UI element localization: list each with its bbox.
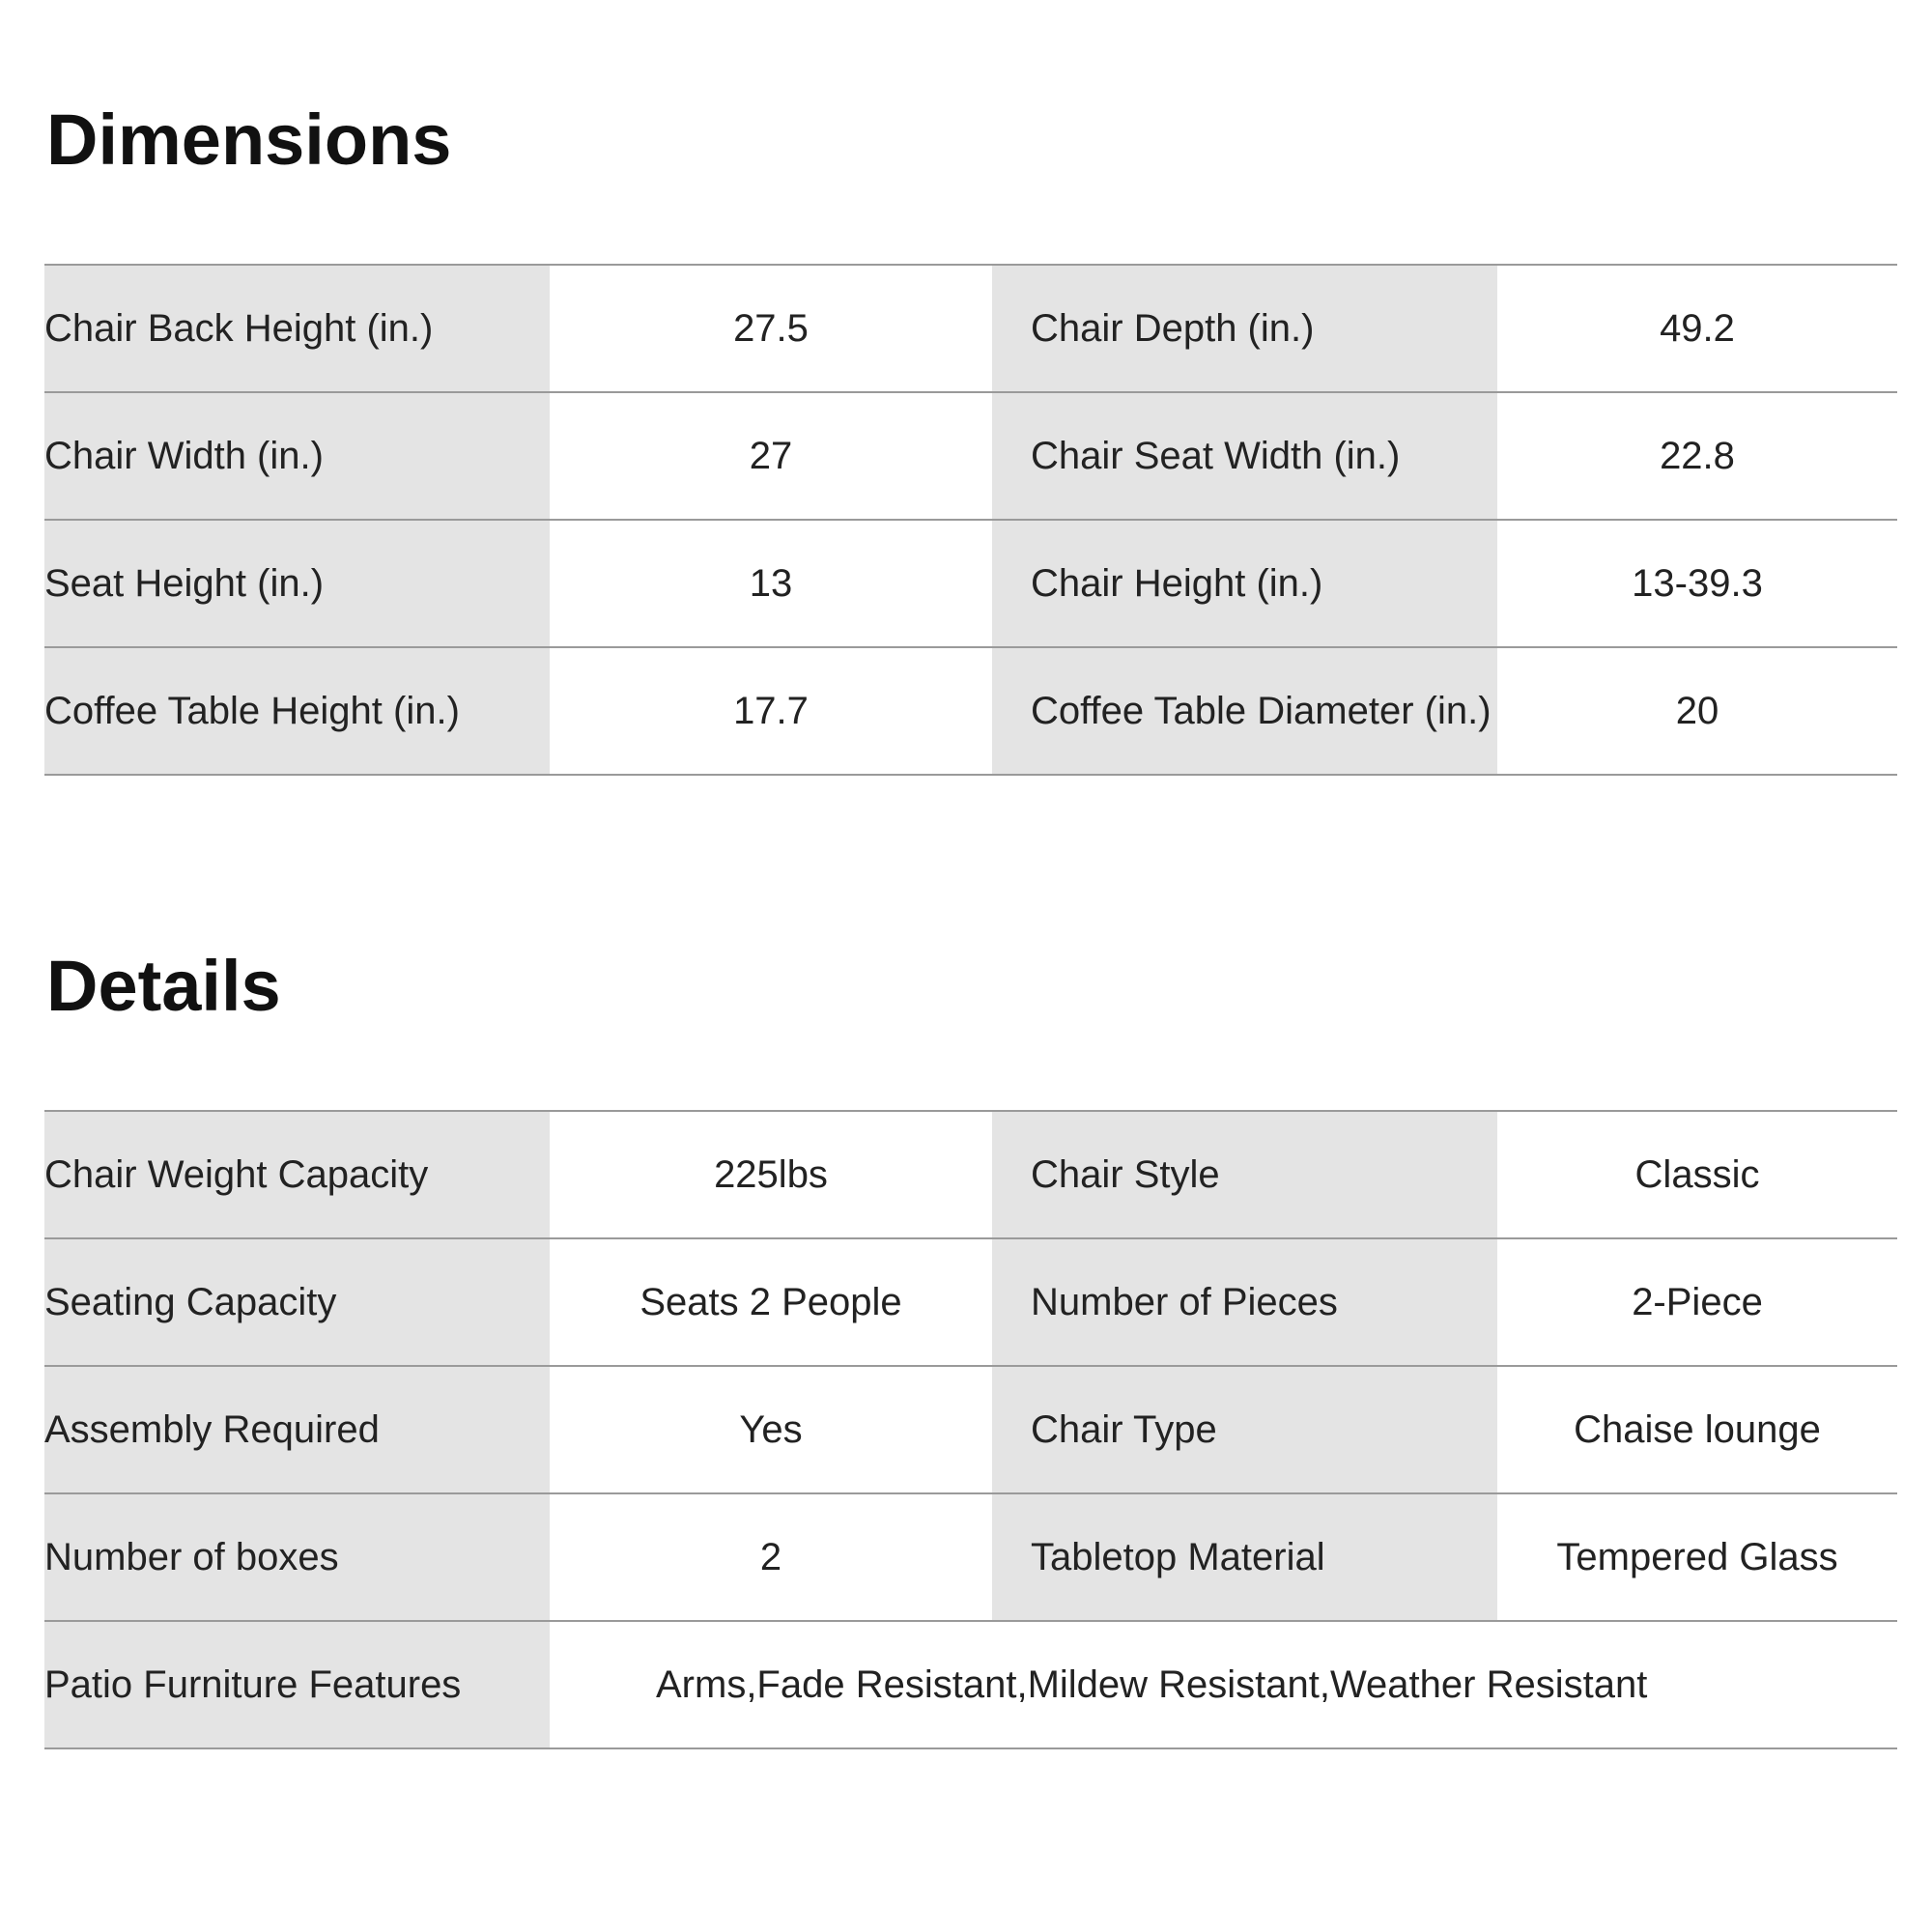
spec-label: Number of boxes xyxy=(44,1493,550,1621)
spec-label: Coffee Table Height (in.) xyxy=(44,647,550,775)
spec-label: Chair Weight Capacity xyxy=(44,1111,550,1238)
spec-value: Chaise lounge xyxy=(1497,1366,1897,1493)
table-row xyxy=(44,1366,1897,1493)
spec-value: 27.5 xyxy=(550,265,992,392)
spec-label: Patio Furniture Features xyxy=(44,1621,550,1748)
spec-value: 2 xyxy=(550,1493,992,1621)
spec-label: Number of Pieces xyxy=(992,1238,1497,1366)
details-title: Details xyxy=(46,946,281,1026)
spec-label: Chair Back Height (in.) xyxy=(44,265,550,392)
table-row xyxy=(44,520,1897,647)
spec-label: Chair Depth (in.) xyxy=(992,265,1497,392)
spec-value: 225lbs xyxy=(550,1111,992,1238)
dimensions-title: Dimensions xyxy=(46,99,452,180)
spec-value: Classic xyxy=(1497,1111,1897,1238)
table-row xyxy=(44,1238,1897,1366)
spec-label: Tabletop Material xyxy=(992,1493,1497,1621)
table-row xyxy=(44,1111,1897,1238)
spec-value: Yes xyxy=(550,1366,992,1493)
spec-value: 22.8 xyxy=(1497,392,1897,520)
spec-value: 20 xyxy=(1497,647,1897,775)
table-row xyxy=(44,647,1897,775)
spec-label: Seat Height (in.) xyxy=(44,520,550,647)
features-value: Arms,Fade Resistant,Mildew Resistant,Weather Resistant xyxy=(550,1621,1897,1748)
table-row xyxy=(44,392,1897,520)
spec-label: Chair Height (in.) xyxy=(992,520,1497,647)
spec-label: Seating Capacity xyxy=(44,1238,550,1366)
table-row xyxy=(44,1621,1897,1748)
dimensions-table xyxy=(44,264,1897,776)
spec-label: Assembly Required xyxy=(44,1366,550,1493)
table-row xyxy=(44,265,1897,392)
spec-value: 17.7 xyxy=(550,647,992,775)
spec-label: Chair Style xyxy=(992,1111,1497,1238)
spec-label: Coffee Table Diameter (in.) xyxy=(992,647,1497,775)
table-row xyxy=(44,1493,1897,1621)
spec-label: Chair Type xyxy=(992,1366,1497,1493)
spec-value: 13 xyxy=(550,520,992,647)
spec-value: 2-Piece xyxy=(1497,1238,1897,1366)
spec-label: Chair Seat Width (in.) xyxy=(992,392,1497,520)
spec-value: 13-39.3 xyxy=(1497,520,1897,647)
details-table xyxy=(44,1110,1897,1749)
spec-label: Chair Width (in.) xyxy=(44,392,550,520)
spec-value: Tempered Glass xyxy=(1497,1493,1897,1621)
spec-value: Seats 2 People xyxy=(550,1238,992,1366)
spec-value: 49.2 xyxy=(1497,265,1897,392)
spec-value: 27 xyxy=(550,392,992,520)
